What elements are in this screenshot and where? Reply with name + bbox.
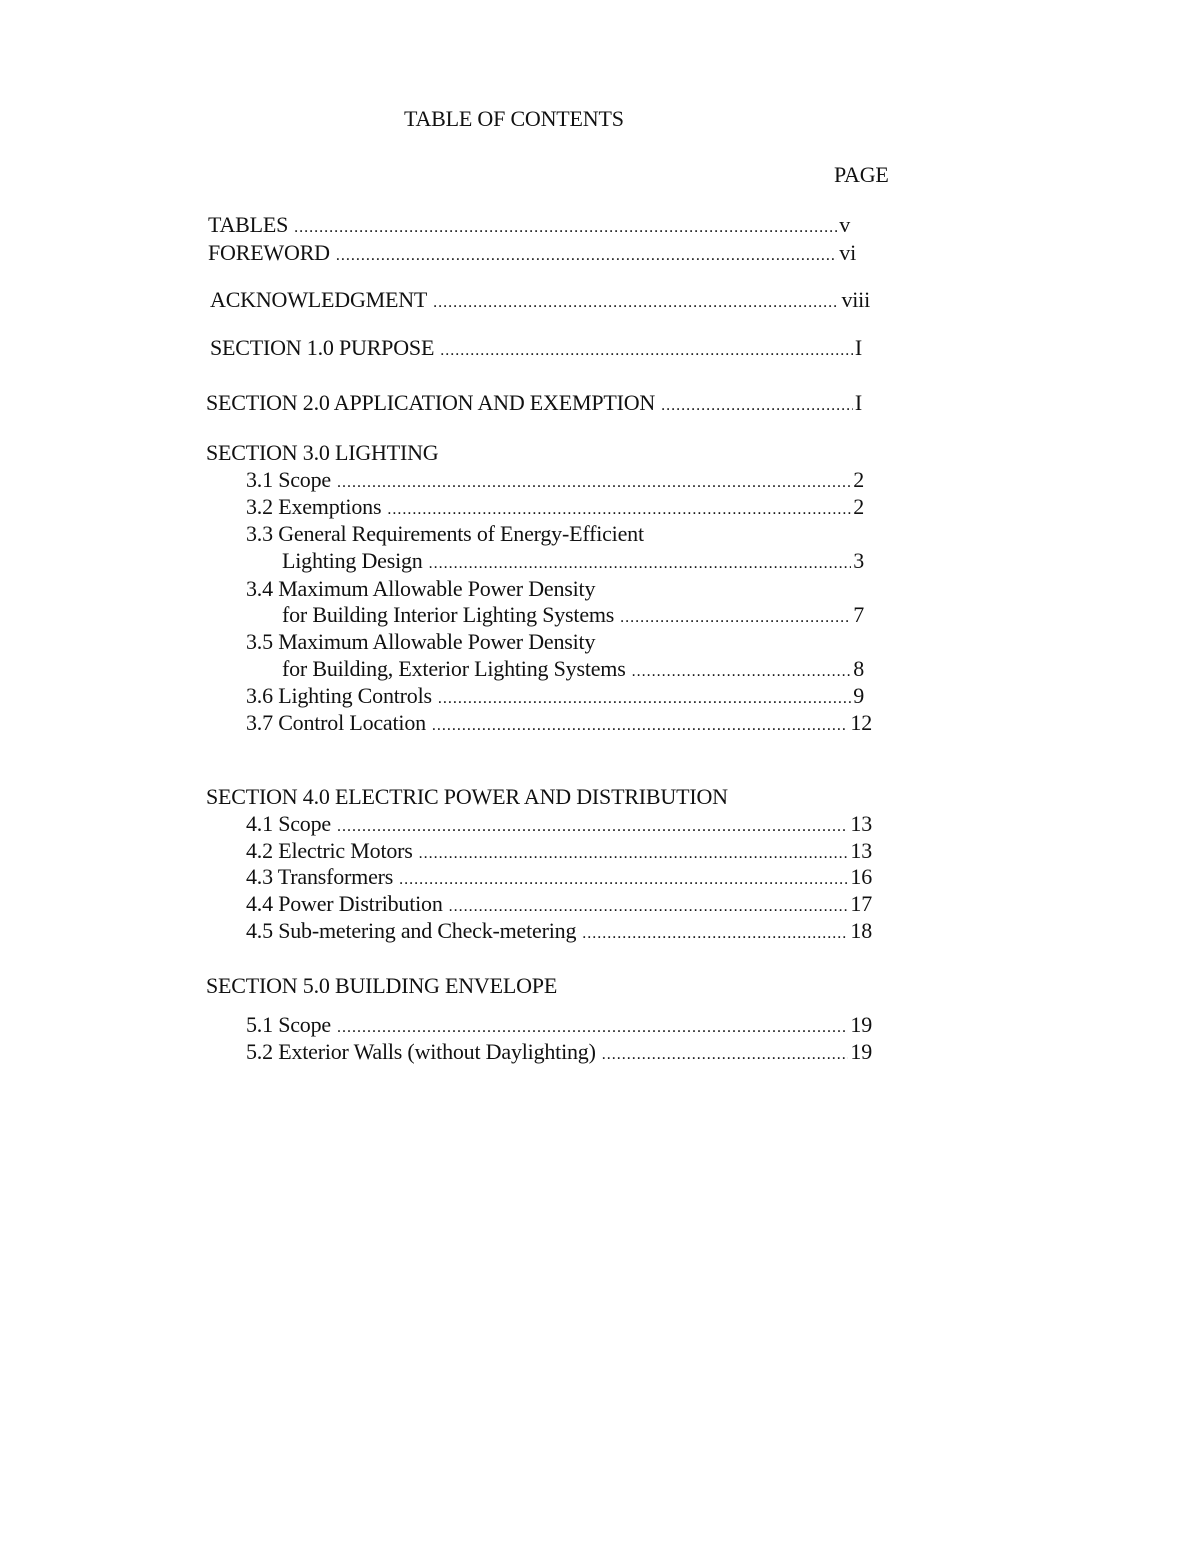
toc-entry-page: 2 [853,494,864,519]
toc-entry-5-1[interactable] [246,1012,872,1038]
toc-entry-page: 17 [850,891,872,916]
toc-entry-4-1[interactable] [246,811,872,837]
dot-leader [620,605,851,631]
toc-entry-label-cont: Lighting Design [282,548,423,573]
toc-entry-page: 18 [850,918,872,943]
toc-entry-page: 13 [850,811,872,836]
toc-entry-3-7[interactable] [246,710,872,736]
section-5-heading: SECTION 5.0 BUILDING ENVELOPE [206,973,558,998]
toc-entry-page: viii [841,287,870,312]
toc-entry-page: 19 [850,1039,872,1064]
dot-leader [337,470,851,496]
dot-leader [433,290,839,316]
toc-entry-3-3-label[interactable]: 3.3 General Requirements of Energy-Efficient [246,521,644,546]
toc-entry-label: TABLES [208,212,289,237]
toc-entry-page: 19 [850,1012,872,1037]
toc-entry-section-2[interactable] [206,390,862,416]
toc-entry-page: 9 [853,683,864,708]
toc-entry-tables[interactable] [208,212,850,238]
toc-entry-label: 4.3 Transformers [246,864,394,889]
toc-entry-page: 12 [850,710,872,735]
dot-leader [438,686,851,712]
toc-entry-label: SECTION 1.0 PURPOSE [210,335,435,360]
toc-entry-label: 4.2 Electric Motors [246,838,413,863]
toc-entry-5-2[interactable] [246,1039,872,1065]
section-3-heading: SECTION 3.0 LIGHTING [206,440,439,465]
dot-leader [582,921,848,947]
toc-entry-4-3[interactable] [246,864,872,890]
toc-entry-label: 4.1 Scope [246,811,331,836]
dot-leader [449,894,849,920]
page-column-header: PAGE [834,162,889,187]
dot-leader [294,215,837,241]
dot-leader [399,867,848,893]
toc-entry-page: 13 [850,838,872,863]
toc-entry-page: 8 [853,656,864,681]
dot-leader [440,338,853,364]
toc-entry-page: v [839,212,850,237]
dot-leader [432,713,848,739]
toc-entry-label: 3.2 Exemptions [246,494,382,519]
toc-entry-3-5-label[interactable]: 3.5 Maximum Allowable Power Density [246,629,596,654]
toc-entry-page: 2 [853,467,864,492]
toc-entry-page: 7 [853,602,864,627]
toc-entry-label: 3.1 Scope [246,467,331,492]
toc-entry-page: I [854,390,862,415]
toc-entry-label: 3.6 Lighting Controls [246,683,432,708]
section-4-heading: SECTION 4.0 ELECTRIC POWER AND DISTRIBUTION [206,784,728,809]
toc-entry-label: 4.5 Sub-metering and Check-metering [246,918,577,943]
dot-leader [429,551,852,577]
toc-entry-label: 5.1 Scope [246,1012,331,1037]
toc-entry-section-1[interactable] [210,335,862,361]
dot-leader [336,243,837,269]
toc-entry-page: I [854,335,862,360]
toc-entry-label: 5.2 Exterior Walls (without Daylighting) [246,1039,596,1064]
toc-entry-label-cont: for Building Interior Lighting Systems [282,602,615,627]
toc-entry-label: 4.4 Power Distribution [246,891,443,916]
toc-entry-foreword[interactable] [208,240,856,266]
dot-leader [661,393,853,419]
toc-entry-3-3[interactable] [282,548,864,574]
toc-entry-label: 3.7 Control Location [246,710,426,735]
page-title: TABLE OF CONTENTS [404,106,624,131]
toc-entry-3-4-label[interactable]: 3.4 Maximum Allowable Power Density [246,576,596,601]
toc-entry-page: 16 [850,864,872,889]
toc-entry-acknowledgment[interactable] [210,287,870,313]
toc-entry-3-2[interactable] [246,494,864,520]
toc-entry-label: ACKNOWLEDGMENT [210,287,428,312]
toc-entry-4-2[interactable] [246,838,872,864]
toc-entry-3-6[interactable] [246,683,864,709]
toc-entry-page: vi [839,240,856,265]
toc-entry-4-5[interactable] [246,918,872,944]
toc-entry-3-1[interactable] [246,467,864,493]
dot-leader [337,814,848,840]
dot-leader [632,659,852,685]
toc-entry-label: FOREWORD [208,240,330,265]
toc-entry-page: 3 [853,548,864,573]
dot-leader [387,497,851,523]
toc-entry-4-4[interactable] [246,891,872,917]
toc-entry-label: SECTION 2.0 APPLICATION AND EXEMPTION [206,390,656,415]
toc-entry-3-5[interactable] [282,656,864,682]
dot-leader [602,1042,849,1068]
dot-leader [337,1015,848,1041]
toc-entry-label-cont: for Building, Exterior Lighting Systems [282,656,626,681]
toc-entry-3-4[interactable] [282,602,864,628]
